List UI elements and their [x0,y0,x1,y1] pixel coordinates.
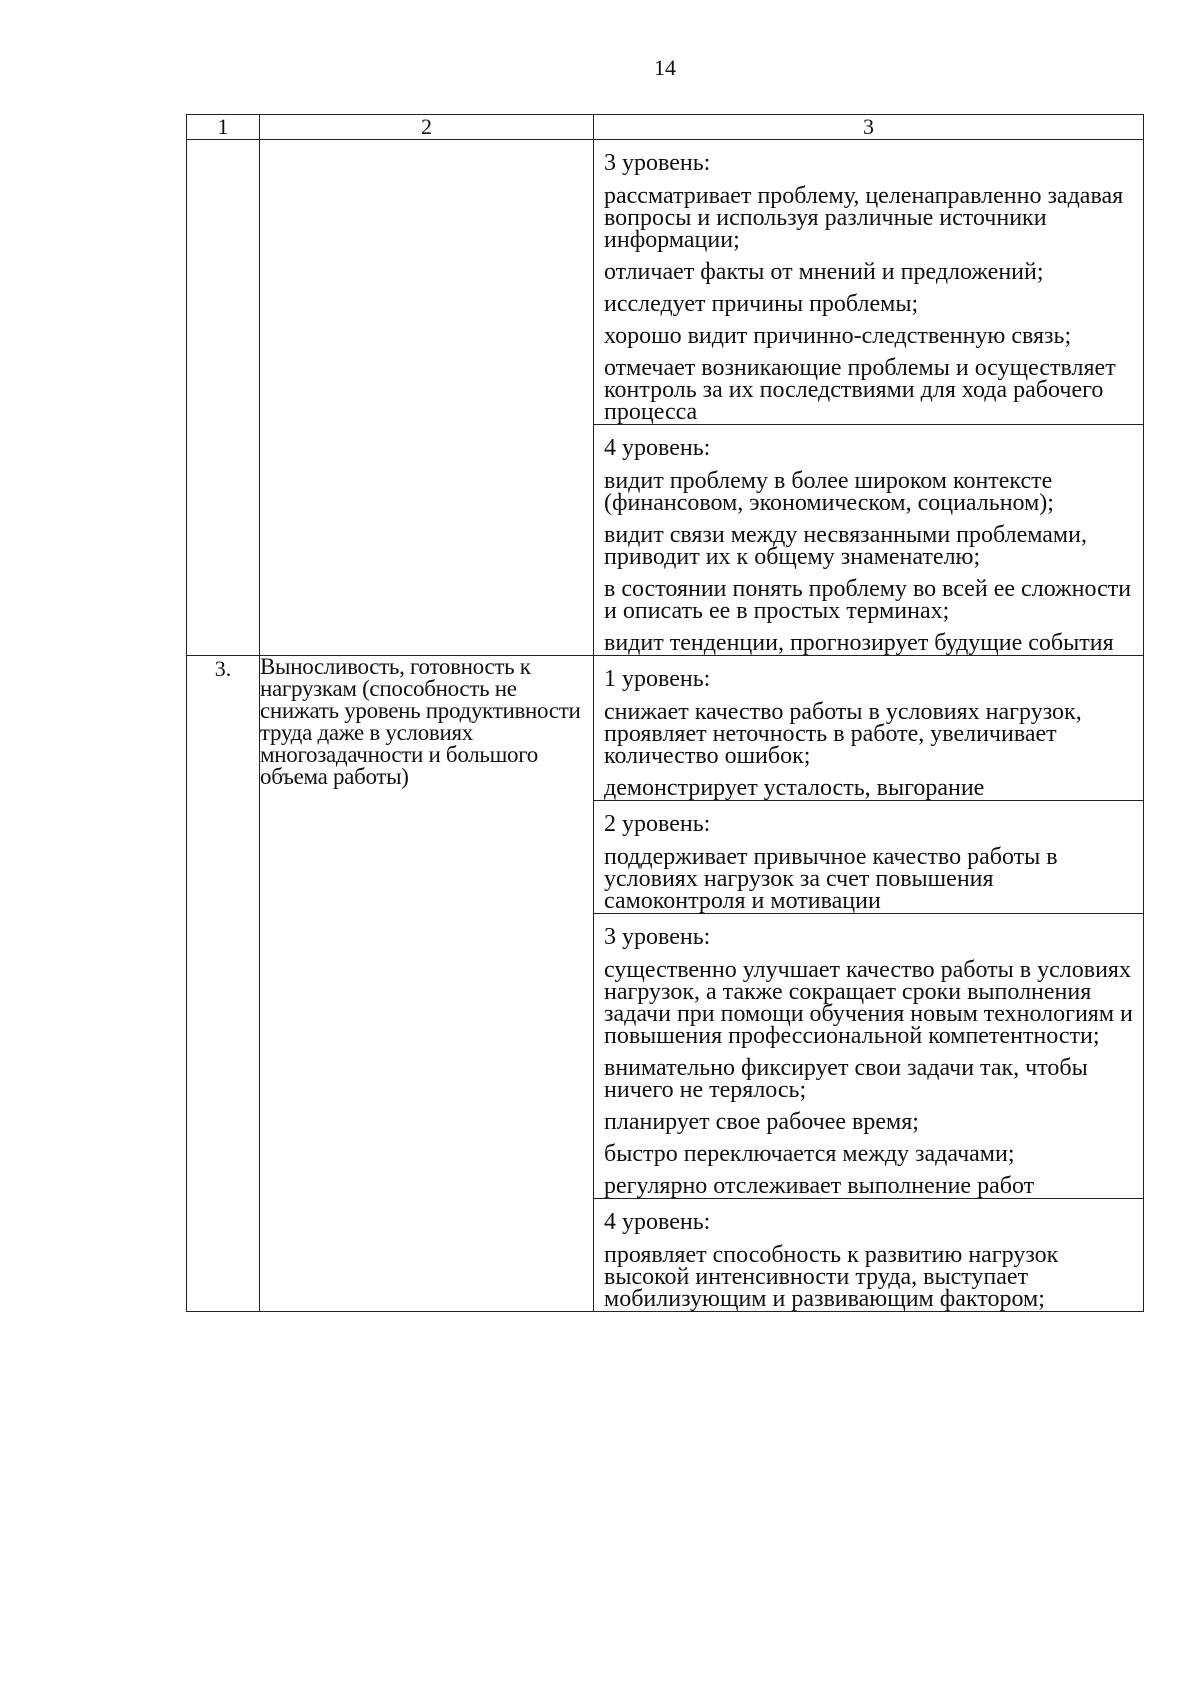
level-block [594,140,1143,423]
competency-table [186,114,1144,1312]
row-number [187,140,260,656]
level-item: отмечает возникающие проблемы и осуществляет контроль за их последствиями для хода рабочего процесса [604,355,1116,425]
column-header-1: 1 [187,115,260,140]
competency-name: Выносливость, готовность к нагрузкам (способность не снижать уровень продуктивности труда даже в условиях многозадачности и большого объема работы) [260,656,594,1312]
table-header-row [187,115,1144,140]
level-item: поддерживает привычное качество работы в условиях нагрузок за счет повышения самоконтроля и мотивации [604,844,1058,914]
level-title: 3 уровень: [604,150,711,176]
level-item: в состоянии понять проблему во всей ее сложности и описать ее в простых терминах; [604,576,1132,624]
level-block [594,800,1143,912]
table-row [187,140,1144,656]
level-item: внимательно фиксирует свои задачи так, чтобы ничего не терялось; [604,1055,1088,1103]
competency-levels [594,140,1144,656]
competency-levels [594,656,1144,1312]
level-item: исследует причины проблемы; [604,291,919,317]
level-block [594,656,1143,799]
page-number: 14 [654,55,676,80]
level-item: хорошо видит причинно-следственную связь; [604,323,1072,349]
level-item: регулярно отслеживает выполнение работ [604,1173,1035,1199]
level-item: планирует свое рабочее время; [604,1109,919,1135]
level-item: видит тенденции, прогнозирует будущие события [604,630,1114,656]
level-item: проявляет способность к развитию нагрузок высокой интенсивности труда, выступает мобилизующим и развивающим фактором; [604,1242,1059,1312]
level-title: 4 уровень: [604,1209,711,1235]
level-item: отличает факты от мнений и предложений; [604,259,1044,285]
level-block [594,424,1143,654]
level-title: 2 уровень: [604,811,711,837]
level-block [594,913,1143,1197]
column-header-3: 3 [594,115,1144,140]
competency-name [260,140,594,656]
level-item: демонстрирует усталость, выгорание [604,775,985,801]
level-title: 1 уровень: [604,666,711,692]
level-item: быстро переключается между задачами; [604,1141,1015,1167]
level-title: 3 уровень: [604,924,711,950]
level-item: рассматривает проблему, целенаправленно задавая вопросы и используя различные источники информации; [604,183,1124,253]
row-number: 3. [187,656,260,1312]
column-header-2: 2 [260,115,594,140]
level-item: видит связи между несвязанными проблемами, приводит их к общему знаменателю; [604,522,1087,570]
level-item: существенно улучшает качество работы в условиях нагрузок, а также сокращает сроки выполнения задачи при помощи обучения новым технологиям и повышения профессиональной компетентности; [604,957,1133,1049]
level-item: видит проблему в более широком контексте (финансовом, экономическом, социальном); [604,468,1054,516]
level-block [594,1198,1143,1310]
level-item: снижает качество работы в условиях нагрузок, проявляет неточность в работе, увеличивает количество ошибок; [604,699,1082,769]
level-title: 4 уровень: [604,435,711,461]
table-row [187,656,1144,1312]
